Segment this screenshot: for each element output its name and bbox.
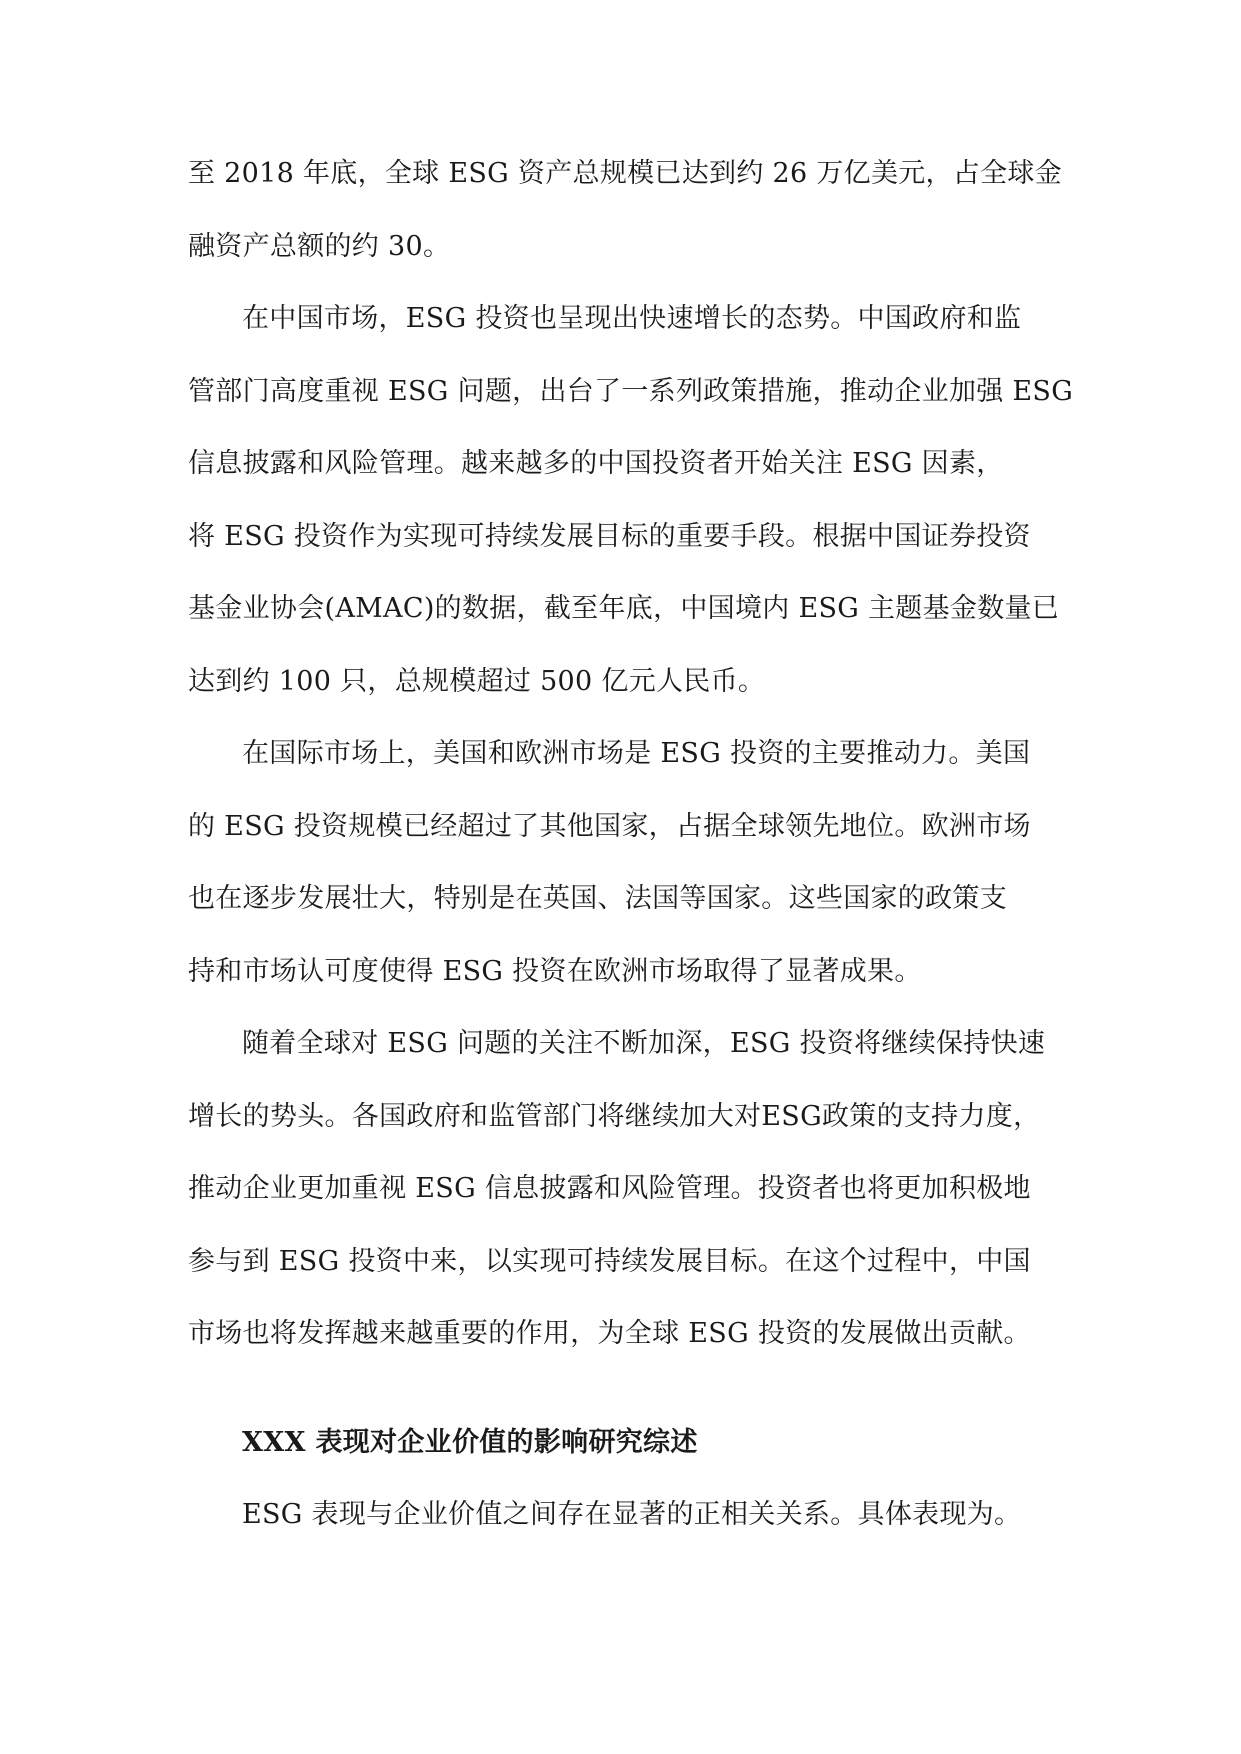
text-line: 推动企业更加重视 ESG 信息披露和风险管理。投资者也将更加积极地 — [188, 1173, 1031, 1204]
text-line: 将 ESG 投资作为实现可持续发展目标的重要手段。根据中国证券投资 — [188, 520, 1031, 552]
text-line: 在中国市场，ESG 投资也呈现出快速增长的态势。中国政府和监 — [242, 303, 1022, 334]
text-line: 市场也将发挥越来越重要的作用，为全球 ESG 投资的发展做出贡献。 — [188, 1318, 1031, 1349]
text-line: 基金业协会(AMAC)的数据，截至年底，中国境内 ESG 主题基金数量已 — [188, 593, 1060, 624]
text-line: 管部门高度重视 ESG 问题，出台了一系列政策措施，推动企业加强 ESG — [188, 375, 1074, 407]
paragraph-2 — [188, 283, 1074, 718]
text-line: 信息披露和风险管理。越来越多的中国投资者开始关注 ESG 因素， — [188, 448, 1004, 479]
text-line: 也在逐步发展壮大，特别是在英国、法国等国家。这些国家的政策支 — [188, 883, 1007, 914]
text-line: 随着全球对 ESG 问题的关注不断加深，ESG 投资将继续保持快速 — [242, 1028, 1046, 1059]
document-body — [188, 138, 1074, 1552]
text-line: 的 ESG 投资规模已经超过了其他国家，占据全球领先地位。欧洲市场 — [188, 810, 1031, 842]
text-line: 在国际市场上，美国和欧洲市场是 ESG 投资的主要推动力。美国 — [242, 738, 1031, 769]
paragraph-5 — [188, 1479, 1056, 1552]
text-line: 融资产总额的约 30。 — [188, 230, 451, 262]
text-line: 达到约 100 只，总规模超过 500 亿元人民币。 — [188, 665, 766, 697]
paragraph-1 — [188, 138, 1063, 283]
text-line: 持和市场认可度使得 ESG 投资在欧洲市场取得了显著成果。 — [188, 955, 922, 987]
paragraph-3 — [188, 718, 1056, 1008]
section-heading: XXX 表现对企业价值的影响研究综述 — [242, 1426, 698, 1458]
text-line: ESG 表现与企业价值之间存在显著的正相关关系。具体表现为。 — [242, 1499, 1022, 1530]
text-line: 增长的势头。各国政府和监管部门将继续加大对ESG政策的支持力度， — [188, 1100, 1041, 1132]
text-line: 至 2018 年底，全球 ESG 资产总规模已达到约 26 万亿美元，占全球金 — [188, 158, 1063, 189]
paragraph-4 — [188, 1008, 1056, 1371]
text-line: 参与到 ESG 投资中来，以实现可持续发展目标。在这个过程中，中国 — [188, 1245, 1031, 1277]
